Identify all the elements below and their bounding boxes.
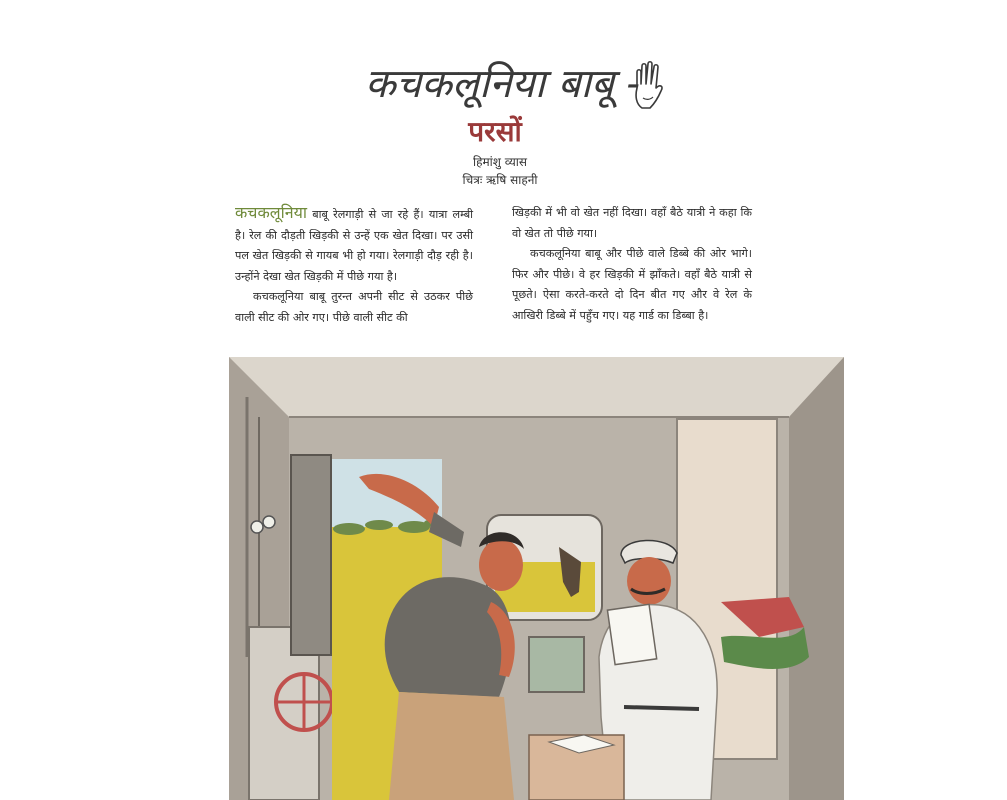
passenger-trousers — [389, 692, 514, 800]
paragraph-text: बाबू रेलगाड़ी से जा रहे हैं। यात्रा लम्बी है। रेल की दौड़ती खिड़की से उन्हें एक खेत दिखा। पर उसी पल खेत खिड़की से गायब भी हो गया। रेलगाड़ी दौड़ रही है। उन्होंने देखा खेत खिड़की में पीछे गया है। — [235, 208, 473, 283]
series-title: कचकलूनिया बाबू - — [365, 61, 641, 107]
ceiling — [229, 357, 844, 417]
gauge-icon — [251, 521, 263, 533]
story-illustration — [229, 357, 844, 800]
left-column — [235, 203, 473, 328]
hand-four-icon — [630, 58, 670, 112]
train-guard-van-illustration — [229, 357, 844, 800]
right-column — [512, 203, 752, 326]
wall-panel — [529, 637, 584, 692]
paragraph: कचकलूनिया बाबू तुरन्त अपनी सीट से उठकर पीछे वाली सीट की ओर गए। पीछे वाली सीट की — [235, 290, 473, 324]
guard-head — [627, 557, 671, 605]
illustrator-credit: चित्रः ऋषि साहनी — [462, 173, 538, 187]
right-wall — [789, 357, 844, 800]
story-title: परसों — [468, 115, 522, 148]
gauge-icon — [263, 516, 275, 528]
paragraph: कचकलूनिया बाबू और पीछे वाले डिब्बे की ओर भागे। फिर और पीछे। वे हर खिड़की में झाँकते। वहाँ बैठे यात्री से पूछते। ऐसा करते-करते दो दिन बीत गए और वे रेल के आखिरी डिब्बे में पहुँच गए। यह गार्ड का डिब्बा है। — [512, 247, 752, 322]
author-name: हिमांशु व्यास — [472, 155, 528, 169]
paragraph — [235, 203, 473, 287]
paper-icon — [607, 604, 656, 664]
paragraph: खिड़की में भी वो खेत नहीं दिखा। वहाँ बैठे यात्री ने कहा कि वो खेत तो पीछे गया। — [512, 206, 752, 240]
lead-word: कचकलूनिया — [235, 203, 308, 222]
door-panel — [291, 455, 331, 655]
passenger-head — [479, 539, 523, 591]
